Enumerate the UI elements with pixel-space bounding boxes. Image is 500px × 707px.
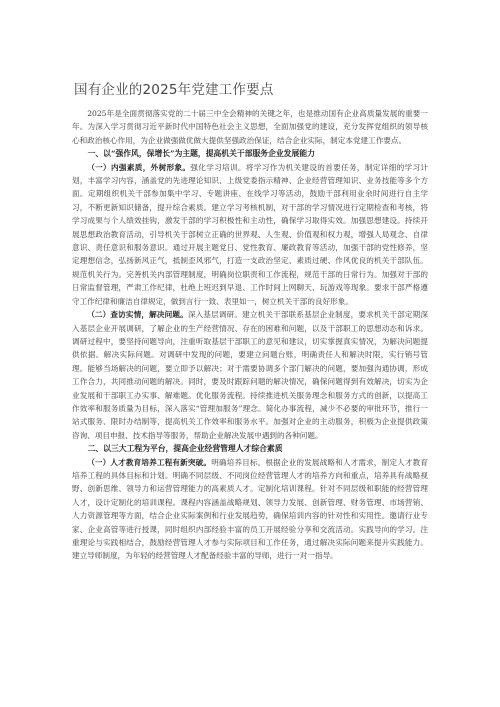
section-1-item-1 <box>72 161 428 308</box>
section-1-item-2-text: 深入基层调研。建立机关干部联系基层企业制度，要求机关干部定期深入基层企业开展调研，了解企业的生产经营情况、存在的困难和问题，以及干部职工的思想动态和诉求。调研过程中，要坚持问题导向，注重听取基层干部职工的意见和建议，切实掌握真实情况，为解决问题提供依据。解决实际问题。对调研中发现的问题，要建立问题台账，明确责任人和解决时限，实行销号管理。能够当场解决的问题，要立即予以解决；对于需要协调多个部门解决的问题，要加强沟通协调，形成工作合力，共同推动问题的解决。同时，要及时跟踪问题的解决情况，确保问题得到有效解决，切实为企业发展和干部职工办实事、解难题。优化服务流程。持续推进机关服务理念和服务方式的创新，以提高工作效率和服务质量为目标，深入落实“管理加服务”理念。简化办事流程，减少不必要的审批环节，推行一站式服务、限时办结制等，提高机关工作效率和服务水平。加强对企业的主动服务，积极为企业提供政策咨询、项目申报、技术指导等服务，帮助企业解决发展中遇到的各种问题。 <box>72 310 429 440</box>
intro-paragraph: 2025年是全面贯彻落实党的二十届三中全会精神的关键之年，也是推动国有企业高质量发展的重要一年。为深入学习贯彻习近平新时代中国特色社会主义思想，全面加强党的建设，充分发挥党组织的领导核心和政治核心作用，为企业做强做优做大提供坚强政治保证，结合企业实际，制定本党建工作要点。 <box>72 109 428 145</box>
section-1-item-1-lead: （一）内强素质，外树形象。 <box>87 162 191 172</box>
document-title: 国有企业的2025年党建工作要点 <box>74 82 274 98</box>
section-2-item-1 <box>72 456 428 563</box>
section-1-item-1-text: 强化学习培训。将学习作为机关建设的首要任务，制定详细的学习计划，丰富学习内容，涵盖党的先进理论知识、上级党委指示精神、企业经营管理知识、业务技能等多个方面。定期组织机关干部参加集中学习、专题讲座、在线学习等活动，鼓励干部利用业余时间进行自主学习，不断更新知识储备，提升综合素质。建立学习考核机制，对干部的学习情况进行定期检查和考核，将学习成果与个人绩效挂钩，激发干部的学习积极性和主动性，确保学习取得实效。加强思想建设。持续开展思想政治教育活动，引导机关干部树立正确的世界观、人生观、价值观和权力观，增强人局观念、自律意识、责任意识和服务意识。通过开展主题党日、党性教育、廉政教育等活动，加强干部的党性修养，坚定理想信念，弘扬新风正气，抵制歪风邪气，打造一支政治坚定、素质过硬、作风优良的机关干部队伍。规范机关行为。完善机关内部管理制度，明确岗位职责和工作流程，规范干部的日常行为。加强对干部的日常监督管理，严肃工作纪律，杜绝上班迟到早退、工作时间上网聊天、玩游戏等现象。要求干部严格遵守工作纪律和廉洁自律规定，做到言行一致、表里如一，树立机关干部的良好形象。 <box>72 162 428 306</box>
section-2-heading: 二、以三大工程为平台，提高企业经营管理人才综合素质 <box>87 444 283 454</box>
section-1-item-2-lead: （二）查访实情，解决问题。 <box>87 310 188 320</box>
section-1-heading: 一、以“强作风，保增长”为主题，提高机关干部服务企业发展能力 <box>87 149 315 159</box>
section-2-item-1-text: 明确培养目标。根据企业的发展战略和人才需求，制定人才教育培养工程的具体目标和计划。明确不同层级、不同岗位经营管理人才的培养方向和重点，培养具有战略视野、创新思维、领导力和运营管理能力的高素质人才。定制化培训课程。针对不同层级和职能的经营管理人才，设计定制化的培训课程。课程内容涵盖战略规划、领导力发展、创新管理、财务管理、市场营销、人力资源管理等方面，结合企业实际案例和行业发展趋势，确保培训内容的针对性和实用性。邀请行业专家、企业高管等进行授课，同时组织内部经验丰富的员工开展经验分享和交流活动。实践导向的学习。注重理论与实践相结合，鼓励经营管理人才参与实际项目和工作任务，通过解决实际问题来提升实践能力。建立导师制度，为年轻的经营管理人才配备经验丰富的导师，进行一对一指导。 <box>72 457 429 561</box>
section-2-item-1-lead: （一）人才教育培养工程有新突破。 <box>87 457 212 467</box>
section-1-item-2 <box>72 308 428 442</box>
